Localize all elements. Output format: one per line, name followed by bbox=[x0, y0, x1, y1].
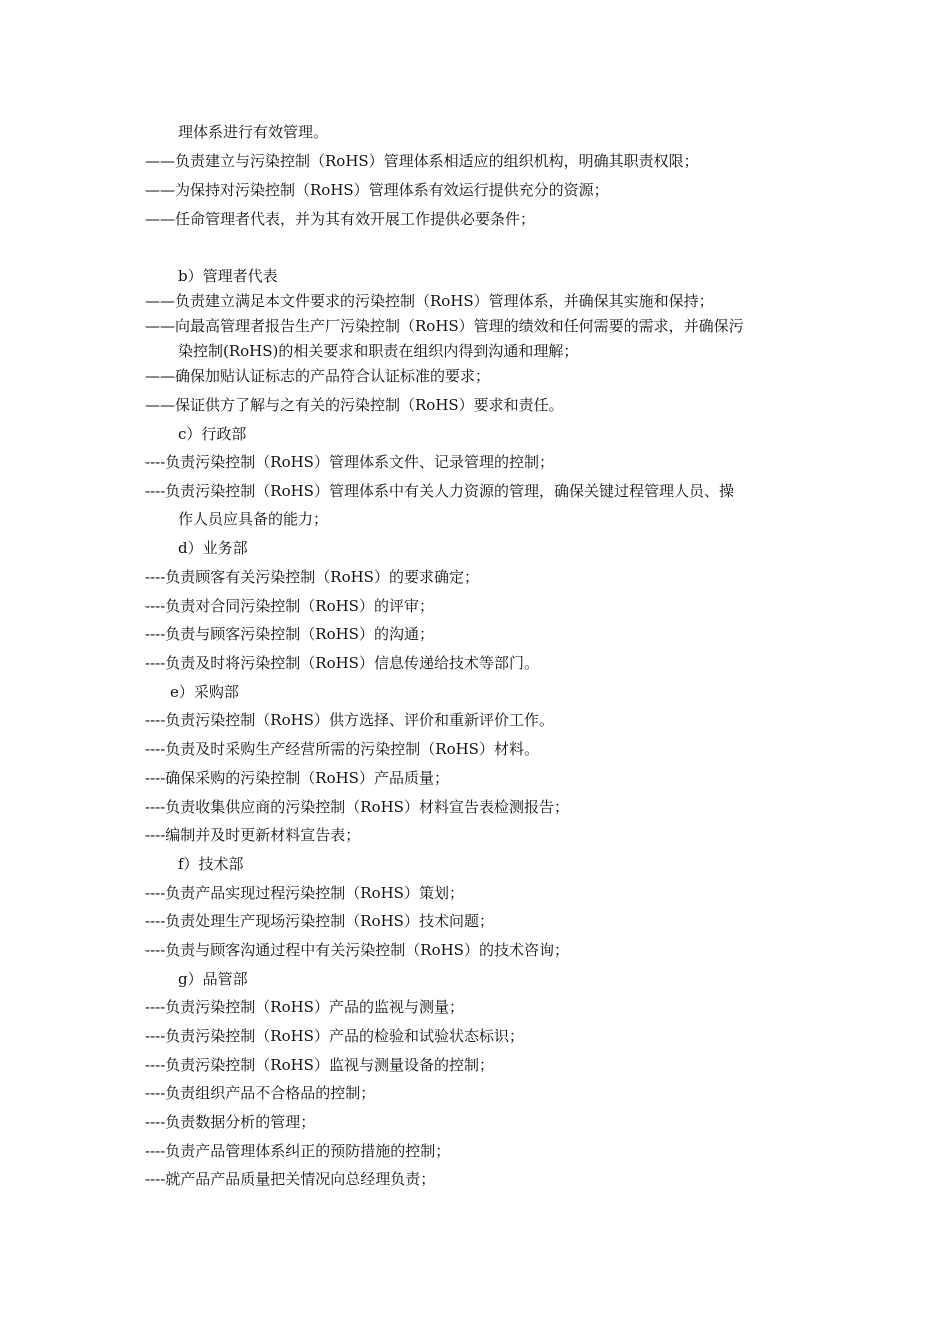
list-item: ——向最高管理者报告生产厂污染控制（RoHS）管理的绩效和任何需要的需求，并确保污 bbox=[145, 317, 744, 335]
list-item-continuation: 染控制(RoHS)的相关要求和职责在组织内得到沟通和理解； bbox=[178, 342, 579, 360]
section-heading-d: d）业务部 bbox=[178, 539, 248, 557]
list-item: ----负责顾客有关污染控制（RoHS）的要求确定； bbox=[145, 568, 479, 586]
list-item: ——确保加贴认证标志的产品符合认证标准的要求； bbox=[145, 367, 491, 385]
list-item: ----负责污染控制（RoHS）管理体系中有关人力资源的管理，确保关键过程管理人员、操 bbox=[145, 482, 734, 500]
list-item: ----负责产品实现过程污染控制（RoHS）策划； bbox=[145, 884, 464, 902]
intro-continuation: 理体系进行有效管理。 bbox=[178, 123, 329, 141]
list-item: ——保证供方了解与之有关的污染控制（RoHS）要求和责任。 bbox=[145, 396, 564, 414]
list-item: ----就产品产品质量把关情况向总经理负责； bbox=[145, 1170, 436, 1188]
list-item: ----确保采购的污染控制（RoHS）产品质量； bbox=[145, 769, 449, 787]
list-item: ----负责污染控制（RoHS）产品的检验和试验状态标识； bbox=[145, 1027, 524, 1045]
list-item: ----负责对合同污染控制（RoHS）的评审； bbox=[145, 597, 434, 615]
list-item: ——为保持对污染控制（RoHS）管理体系有效运行提供充分的资源； bbox=[145, 181, 609, 199]
list-item: ----负责污染控制（RoHS）监视与测量设备的控制； bbox=[145, 1056, 494, 1074]
list-item: ----负责及时将污染控制（RoHS）信息传递给技术等部门。 bbox=[145, 654, 539, 672]
list-item: ----负责污染控制（RoHS）供方选择、评价和重新评价工作。 bbox=[145, 711, 554, 729]
list-item: ----负责与顾客污染控制（RoHS）的沟通； bbox=[145, 625, 434, 643]
list-item-continuation: 作人员应具备的能力； bbox=[178, 510, 329, 528]
list-item: ----负责数据分析的管理； bbox=[145, 1113, 316, 1131]
list-item: ——任命管理者代表，并为其有效开展工作提供必要条件； bbox=[145, 210, 536, 228]
list-item: ——负责建立与污染控制（RoHS）管理体系相适应的组织机构，明确其职责权限； bbox=[145, 152, 699, 170]
list-item: ----负责与顾客沟通过程中有关污染控制（RoHS）的技术咨询； bbox=[145, 941, 569, 959]
list-item: ----负责产品管理体系纠正的预防措施的控制； bbox=[145, 1142, 451, 1160]
list-item: ----负责污染控制（RoHS）产品的监视与测量； bbox=[145, 998, 464, 1016]
list-item: ----负责收集供应商的污染控制（RoHS）材料宣告表检测报告； bbox=[145, 798, 569, 816]
list-item: ----负责处理生产现场污染控制（RoHS）技术问题； bbox=[145, 912, 494, 930]
section-heading-g: g）品管部 bbox=[178, 970, 248, 988]
list-item: ——负责建立满足本文件要求的污染控制（RoHS）管理体系，并确保其实施和保持； bbox=[145, 292, 714, 310]
section-heading-e: e）采购部 bbox=[170, 683, 239, 701]
list-item: ----负责污染控制（RoHS）管理体系文件、记录管理的控制； bbox=[145, 453, 554, 471]
list-item: ----编制并及时更新材料宣告表； bbox=[145, 826, 361, 844]
list-item: ----负责及时采购生产经营所需的污染控制（RoHS）材料。 bbox=[145, 740, 539, 758]
list-item: ----负责组织产品不合格品的控制； bbox=[145, 1084, 376, 1102]
section-heading-f: f）技术部 bbox=[178, 855, 244, 873]
section-heading-b: b）管理者代表 bbox=[178, 267, 278, 285]
section-heading-c: c）行政部 bbox=[178, 425, 247, 443]
